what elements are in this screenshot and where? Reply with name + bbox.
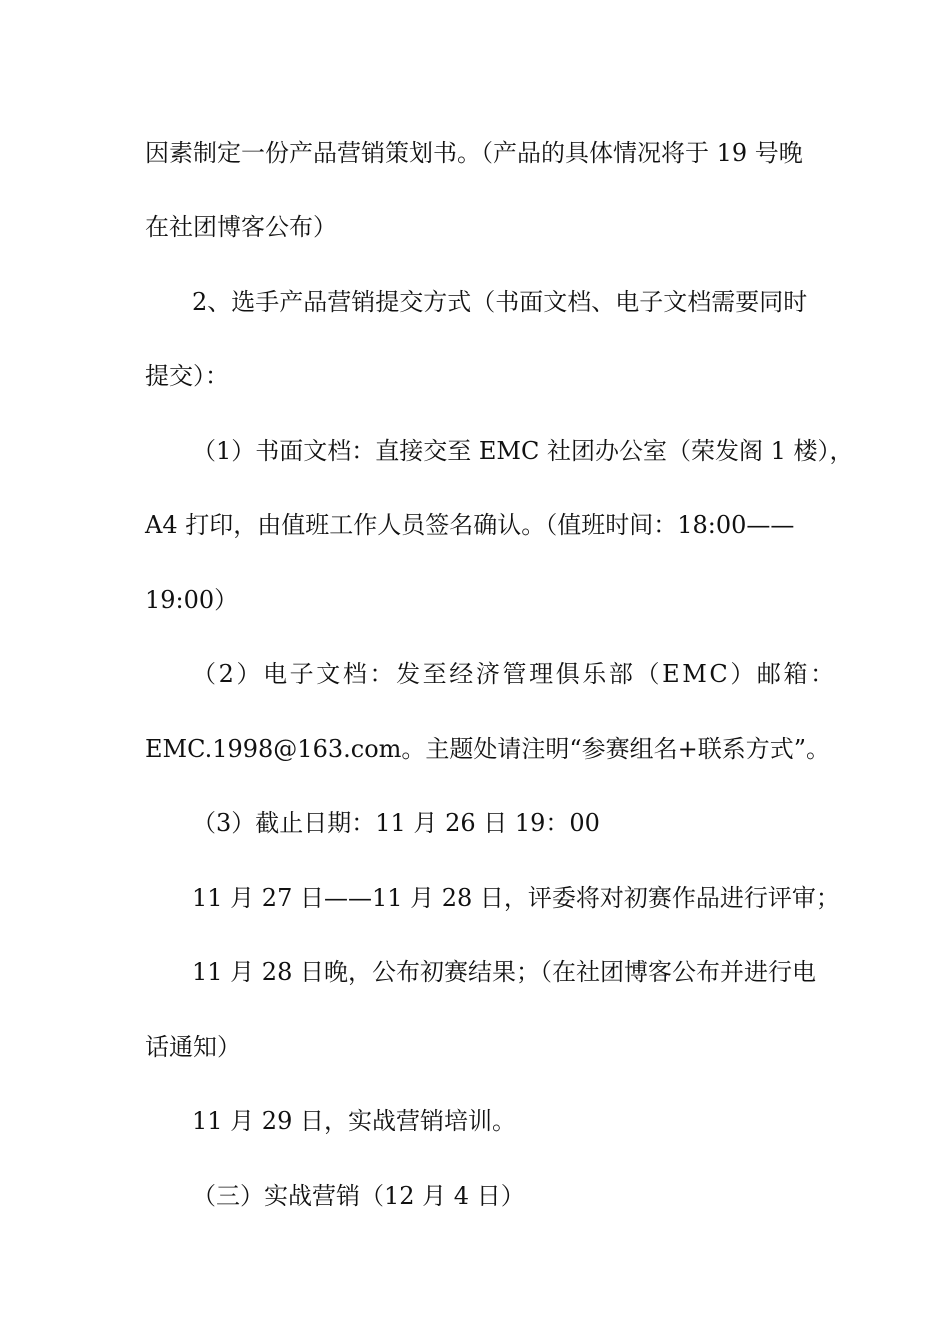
paragraph-line-12: 11 月 28 日晚，公布初赛结果；（在社团博客公布并进行电 (192, 958, 816, 986)
paragraph-line-9: EMC.1998@163.com。主题处请注明“参赛组名+联系方式”。 (145, 735, 831, 763)
paragraph-line-5: （1）书面文档：直接交至 EMC 社团办公室（荣发阁 1 楼）， (192, 437, 854, 465)
paragraph-line-4: 提交）： (145, 362, 229, 390)
paragraph-line-10: （3）截止日期：11 月 26 日 19：00 (192, 809, 600, 837)
paragraph-line-2: 在社团博客公布） (145, 213, 337, 241)
paragraph-line-8: （2）电子文档：发至经济管理俱乐部（EMC）邮箱： (192, 660, 837, 688)
paragraph-line-11: 11 月 27 日——11 月 28 日，评委将对初赛作品进行评审； (192, 884, 840, 912)
paragraph-line-6: A4 打印，由值班工作人员签名确认。（值班时间：18:00—— (145, 511, 795, 539)
paragraph-line-3: 2、选手产品营销提交方式（书面文档、电子文档需要同时 (192, 288, 808, 316)
paragraph-line-13: 话通知） (145, 1033, 241, 1061)
paragraph-line-14: 11 月 29 日，实战营销培训。 (192, 1107, 516, 1135)
paragraph-line-7: 19:00） (145, 586, 239, 614)
paragraph-line-1: 因素制定一份产品营销策划书。（产品的具体情况将于 19 号晚 (145, 139, 803, 167)
paragraph-line-15: （三）实战营销（12 月 4 日） (192, 1182, 525, 1210)
